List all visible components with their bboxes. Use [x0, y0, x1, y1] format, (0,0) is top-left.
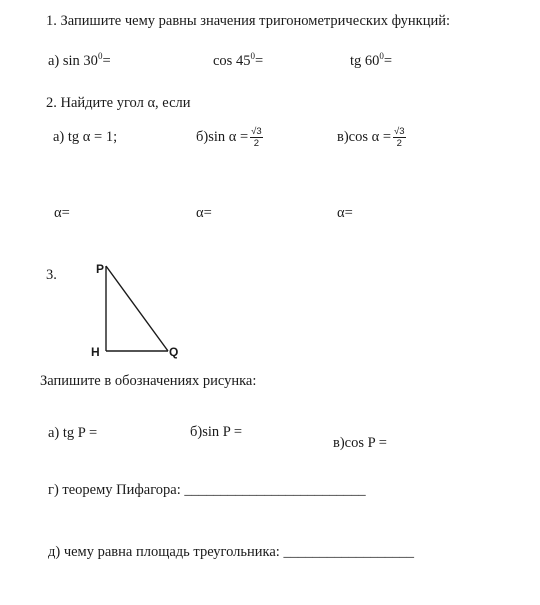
answer-blank-d[interactable]: _________________________ [184, 482, 366, 498]
answer-blank-e[interactable]: __________________ [283, 544, 414, 560]
task3-item-c: в)cos P = [333, 435, 387, 451]
fraction-sqrt3-over-2: $\frac{√3}{2}$ [251, 126, 262, 149]
task1-heading: 1. Запишите чему равны значения тригонометрических функций: [46, 13, 451, 29]
answer-alpha-c: α= [337, 205, 353, 221]
task3-item-a: а) tg P = [48, 425, 98, 441]
fraction-sqrt3-over-2: $\frac{√3}{2}$ [394, 126, 405, 149]
task3-instruction: Запишите в обозначениях рисунка: [40, 373, 257, 389]
task2-item-c: в)cos α = $\frac{√3}{2}$ [337, 126, 405, 149]
task3-item-b: б)sin P = [190, 424, 243, 440]
task2-heading: 2. Найдите угол α, если [46, 95, 191, 111]
answer-alpha-b: α= [196, 205, 212, 221]
task1-item-b: $\cos 45^0=$ [213, 51, 264, 69]
vertex-p-label: P [96, 262, 105, 276]
task2-item-b: б)sin α = $\frac{√3}{2}$ [196, 126, 262, 149]
task3-item-d: г) теорему Пифагора: _________________________ [48, 482, 366, 498]
vertex-q-label: Q [169, 345, 179, 359]
task1-item-a: а) $\sin 30^0=$ [48, 51, 111, 69]
task3-number: 3. [46, 267, 57, 283]
task2-item-a: а) tg α = 1; [53, 129, 118, 145]
vertex-h-label: H [91, 345, 100, 359]
task1-item-c: tg $60^0=$ [350, 51, 393, 69]
side-pq [106, 266, 168, 351]
task3-item-e: д) чему равна площадь треугольника: __________________ [48, 544, 414, 560]
answer-alpha-a: α= [54, 205, 70, 221]
